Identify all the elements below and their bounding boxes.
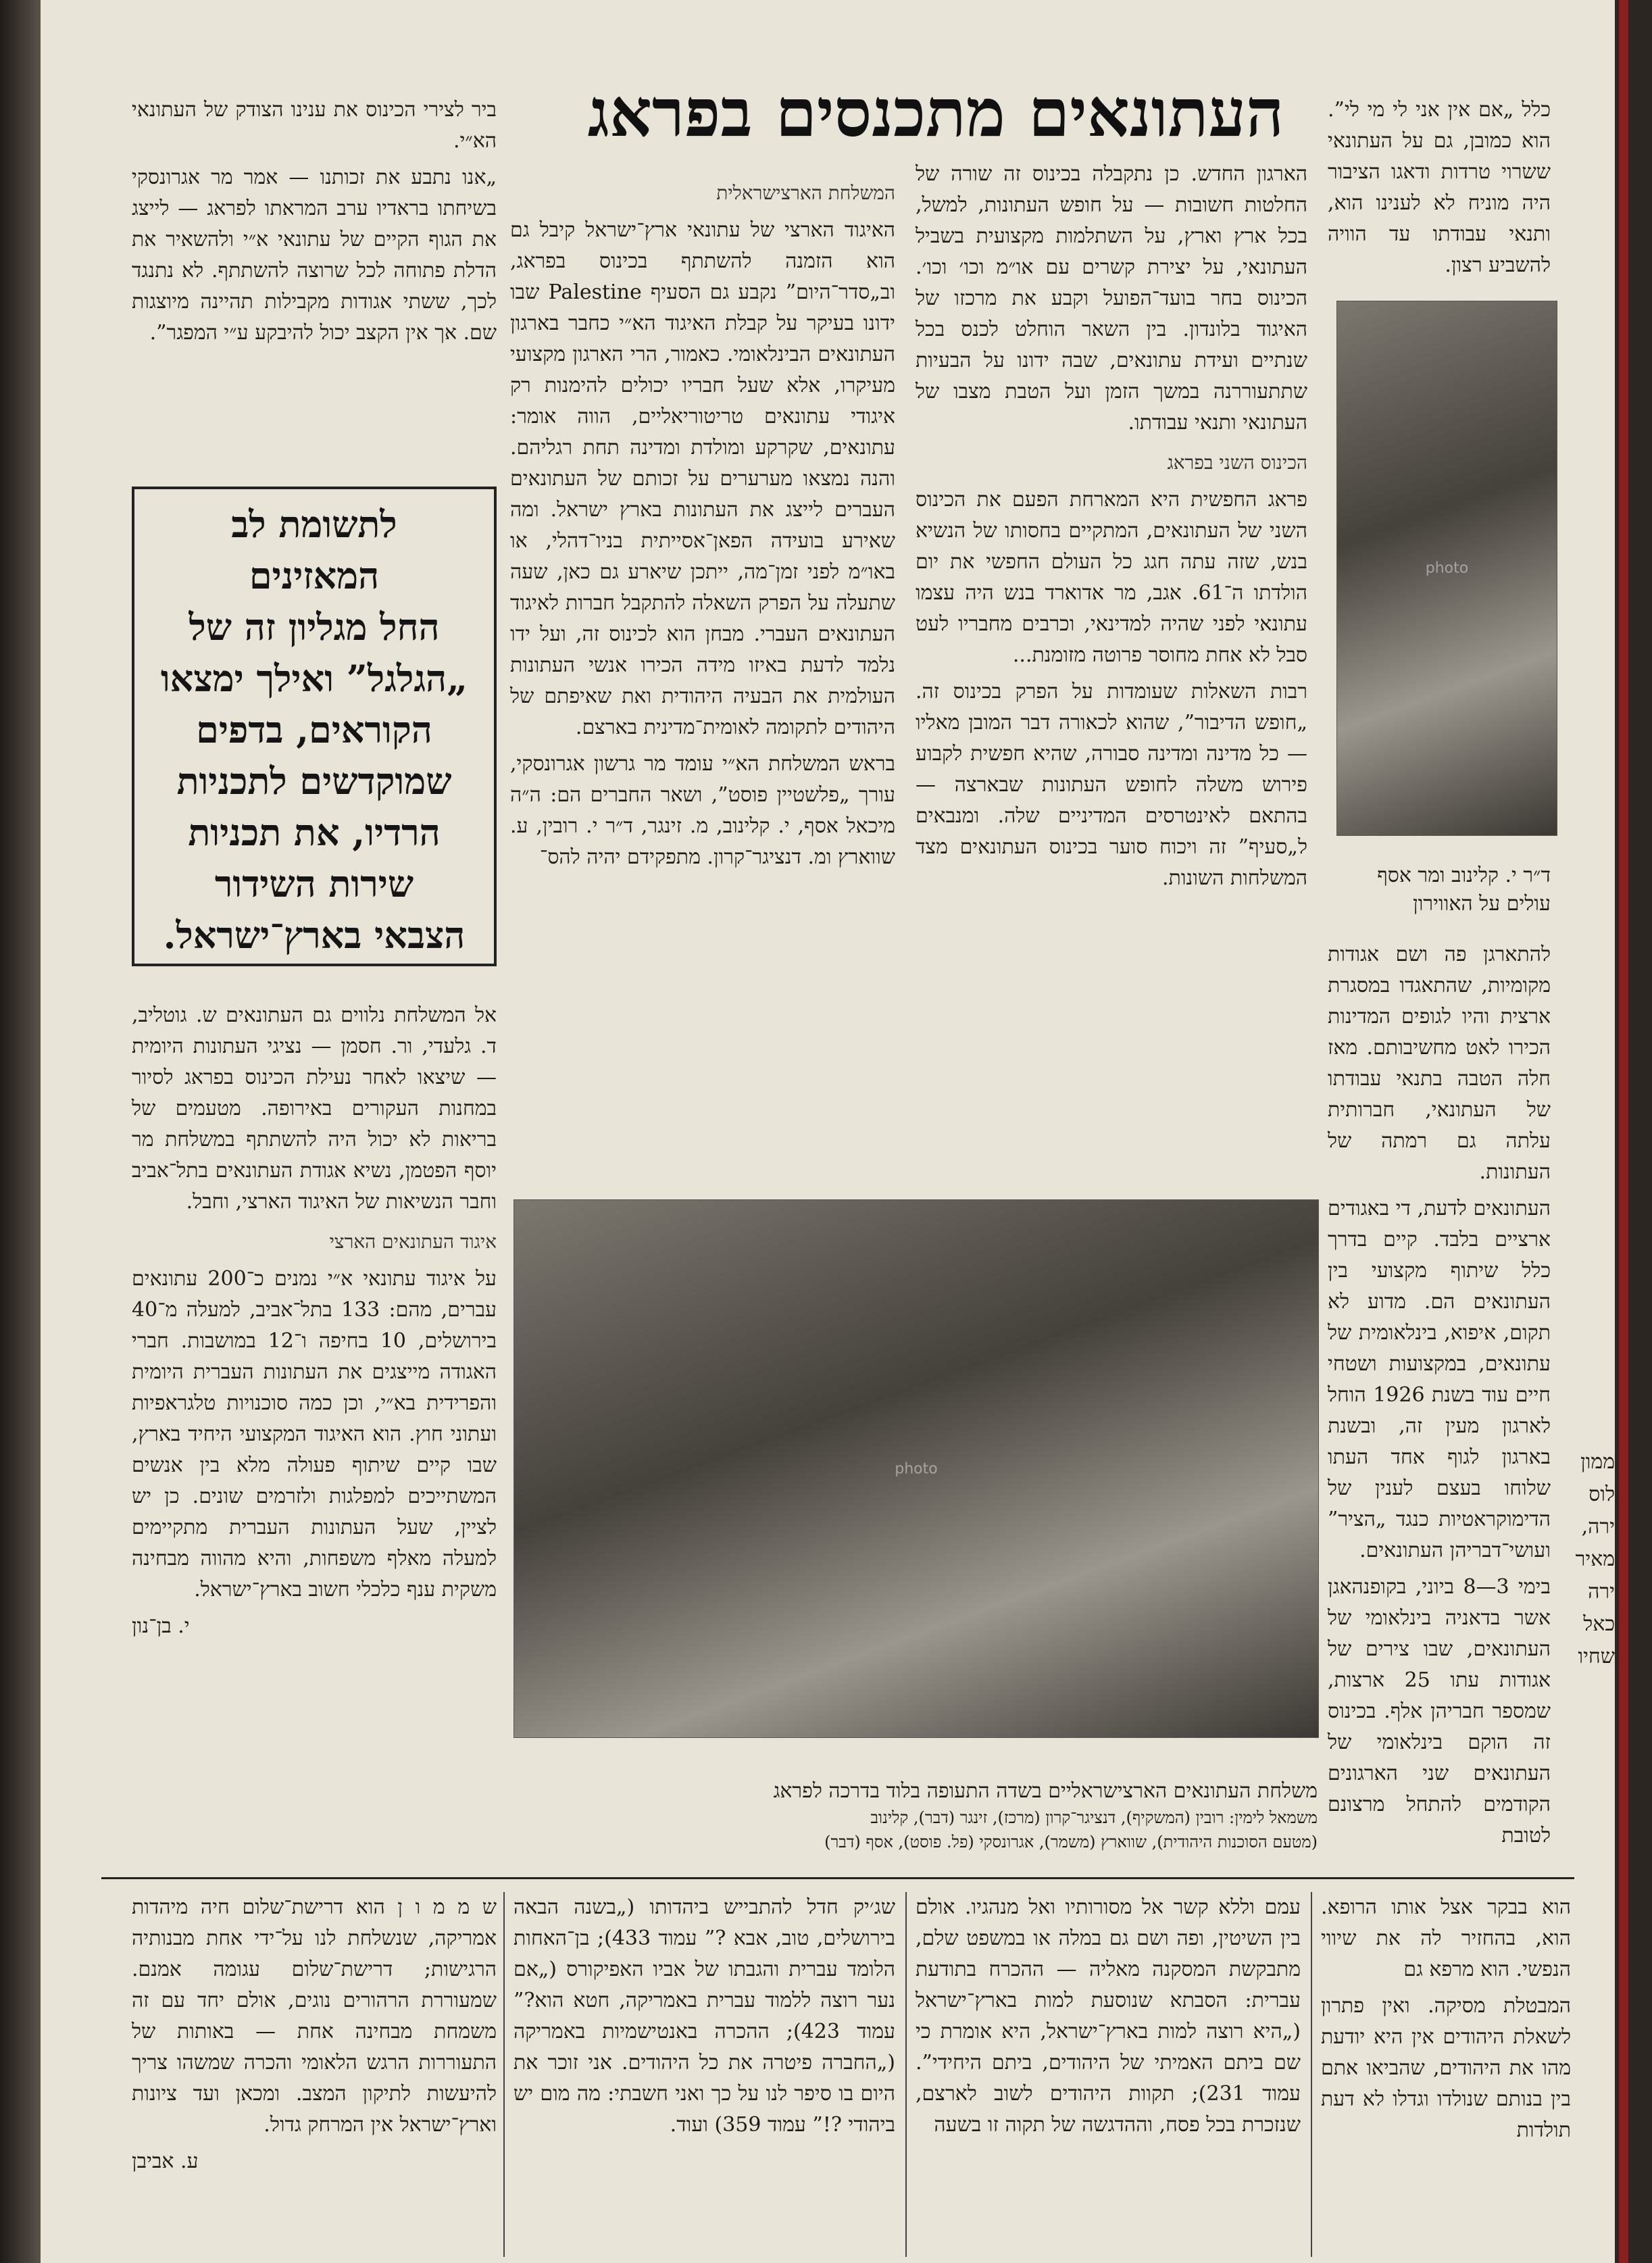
column-divider	[905, 1892, 907, 2257]
edge-fragment: כאל	[1583, 1612, 1615, 1636]
column-divider	[1311, 1892, 1312, 2257]
radio-notice-box	[132, 487, 497, 966]
column-divider	[503, 1892, 505, 2257]
paragraph: הארגון החדש. כן נתקבלה בכינוס זה שורה של החלטות חשובות — על חופש העתונות, למשל, בכל ארץ וארץ, על השתלמות מקצועית בשביל העתונאי, על יצירת קשרים עם או״מ וכו׳ וכו׳. הכינוס בחר בועד־הפועל וקבע את מרכזו של האיגוד בלונדון. בין השאר הוחלט לכנס בכל שנתיים ועידת עתונאים, שבה ידונו על הבעיות שתתעוררנה במשך הזמן ועל הטבת מצבו של העתונאי ותנאי עבודתו.	[916, 162, 1307, 434]
article-title: העתונאים מתכנסים בפראג	[587, 74, 1284, 152]
notice-line: הקוראים, בדפים	[196, 708, 432, 751]
paragraph: פראג החפשית היא המארחת הפעם את הכינוס השני של העתונאים, המתקיים בחסותו של הנשיא בנש, שזה עתה חגג כל העולם החפשי את יום הולדתו ה־61. אגב, מר אדוארד בנש היה עצמו עתונאי לפני שהיה למדינאי, וכרבים מחבריו לעט סבל לא אחת מחוסר פרוטה מזומנת...	[916, 488, 1307, 667]
article-right-column-bottom	[1328, 939, 1551, 1857]
paragraph: על איגוד עתונאי א״י נמנים כ־200 עתונאים עברים, מהם: 133 בתל־אביב, למעלה מ־40 בירושלים, 10 בחיפה ו־12 במושבות. חברי האגודה מייצגים את העתונות העברית היומית והפרידית בא״י, וכן כמה סוכנויות טלגראפיות ועתוני חוץ. הוא האיגוד המקצועי היחיד בארץ, שבו קיים שיתוף פעולה מלא בין אנשים המשתייכים למפלגות ולזרמים שונים. כן יש לציין, שעל העתונות העברית מתקיימים למעלה מאלף משפחות, והיא מהווה מבחינה משקית ענף כלכלי חשוב בארץ־ישראל.	[132, 1267, 497, 1601]
caption-line: (מטעם הסוכנות היהודית), שווארץ (משמר), אגרונסקי (פל. פוסט), אסף (דבר)	[824, 1833, 1318, 1851]
article-left-column	[132, 95, 497, 354]
subheading-journalists-union: איגוד העתונאים הארצי	[329, 1230, 497, 1253]
caption-line: משמאל לימין: רובין (המשקיף), דנציגר־קרון (מרכז), זינגר (דבר), קלינוב	[870, 1808, 1318, 1827]
photo-placeholder-label: photo	[895, 1460, 938, 1477]
paragraph: אל המשלחת נלווים גם העתונאים ש. גוטליב, ד. גלעדי, ור. חסמן — נציגי העתונות היומית — שיצאו לאחר נעילת הכינוס בפראג לסיור במחנות העקורים באירופה. מטעמים של בריאות לא יכול היה להשתתף במשלחת מר יוסף הפטמן, נשיא אגודת העתונאים בתל־אביב וחבר הנשיאות של האיגוד הארצי, וחבל.	[132, 1003, 497, 1214]
bottom-column-right	[1321, 1892, 1571, 2152]
paragraph: ביר לצירי הכינוס את ענינו הצודק של העתונאי הא״י.	[132, 98, 497, 153]
edge-fragment: ירה	[1588, 1580, 1615, 1603]
magazine-page	[41, 0, 1615, 2263]
underlying-page-edge	[1574, 1446, 1615, 2263]
article-mid-left-column	[510, 169, 895, 878]
group-photo-caption	[514, 1777, 1318, 1854]
edge-fragment: לוס	[1588, 1483, 1615, 1506]
edge-fragment: מאיר	[1575, 1547, 1615, 1571]
paragraph: האיגוד הארצי של עתונאי ארץ־ישראל קיבל גם הוא הזמנה להשתתף בכינוס בפראג, וב„סדר־היום” נקבע גם הסעיף Palestine שבו ידונו בעיקר על קבלת האיגוד הא״י כחבר בארגון העתונאים הבינלאומי. כאמור, הרי הארגון מקצועי מעיקרו, אלא שעל חבריו יכולים להימנות רק איגודי עתונאים טריטוריאליים, הווה אומר: עתונאים, שקרקע ומולדת ומדינה תחת רגליהם. והנה נמצאו מערערים על זכותם של העתונאים העברים לייצג את העתונות בארץ ישראל. ומה שאירע בועידה הפאן־אסייתית בניו־דהלי, או באו״מ לפני זמן־מה, ייתכן שיארע גם כאן, שעה שתעלה על הפרק השאלה להתקבל חברות לאיגוד העתונאים העברי. מבחן הוא לכינוס זה, ועל ידו נלמד לדעת באיזו מידה הכירו אנשי העתונות העולמית את הבעיה היהודית ואת שאיפתם של היהודים לתקומה לאומית־מדינית בארצם.	[510, 218, 895, 739]
notice-line: שירות השידור	[214, 862, 414, 905]
notice-line: לתשומת לב	[231, 503, 397, 546]
notice-line: „הגלגל” ואילך ימצאו	[160, 657, 468, 700]
bottom-column-mid-right	[916, 1892, 1301, 2146]
paragraph: ש מ מ ו ן הוא דרישת־שלום חיה מיהדות אמריקה, שנשלחת לנו על־ידי אחת מבנותיה הרגישות; דרישת־שלום עגומה אמנם. שמעוררת הרהורים נוגים, אולם יחד עם זה משמחת מבחינה אחת — באותות של התעוררות הרגש הלאומי והכרה שמשהו צריך להיעשות לתיקון המצב. ומכאן ועד ציונות וארץ־ישראל אין המרחק גדול.	[132, 1895, 497, 2137]
bottom-column-left	[132, 1892, 497, 2183]
page-gutter-shadow	[0, 0, 41, 2263]
photo-boarding-plane	[1336, 301, 1557, 836]
article-right-column-top	[1328, 95, 1551, 287]
signature: י. בן־נון	[132, 1614, 190, 1638]
photo-delegation-group	[514, 1199, 1319, 1738]
notice-line: הרדיו, את תכניות	[188, 811, 441, 854]
paragraph: הוא בבקר אצל אותו הרופא. הוא, בהחזיר לה את שיווי הנפשי. הוא מרפא גם	[1321, 1895, 1571, 1981]
paragraph: שג׳יק חדל להתבייש ביהדותו („בשנה הבאה בירושלים, טוב, אבא ?” עמוד 433); בן־האחות הלומד עברית והגבתו של אביו האפיקורס („אם נער רוצה ללמוד עברית באמריקה, חטא הוא?” עמוד 423); ההכרה באנטישמיות באמריקה („החברה פיטרה את כל היהודים. אני זוכר את היום בו סיפר לנו על כך ואני חשבתי: מה מום יש ביהודי ?!” עמוד 359) ועוד.	[514, 1895, 896, 2137]
paragraph: בימי 3—8 ביוני, בקופנהאגן אשר בדאניה בינלאומי של העתונאים, שבו צירים של אגודות עתו 25 ארצות, שמספר חבריהן אלף. בכינוס זה הוקם בינלאומי של העתונאים שני הארגונים הקודמים להתחל מרצונם לטובת	[1328, 1575, 1551, 1847]
subheading-delegation: המשלחת הארצישראלית	[716, 182, 895, 204]
notice-line: הצבאי בארץ־ישראל.	[163, 914, 466, 957]
photo-top-caption	[1328, 862, 1551, 918]
photo-top-caption-text: ד״ר י. קלינוב ומר אסף עולים על האווירון	[1377, 864, 1551, 916]
paragraph: העתונאים לדעת, די באגודים ארציים בלבד. קיים בדרך כלל שיתוף מקצועי בין העתונאים הם. מדוע לא תקום, איפוא, בינלאומית של עתונאים, במקצועות ושטחי חיים עוד בשנת 1926 הוחל לארגון מעין זה, ובשנת בארגון לגוף אחד העתו שלוחו בעצם לענין של הדימוקראטיות כנגד „הציר” ועושי־דבריהן העתונאים.	[1328, 1197, 1551, 1562]
notice-line: המאזינים	[249, 554, 380, 597]
paragraph: להתארגן פה ושם אגודות מקומיות, שהתאגדו במסגרת ארצית והיו לגופים המדינות הכירו לאט מחשיבותם. מאז חלה הטבה בתנאי עבודתו של העתונאי, חברותית עלתה גם רמתה של העתונות.	[1328, 943, 1551, 1184]
paragraph: המבטלת מסיקה. ואין פתרון לשאלת היהודים אין היא יודעת מהו את היהודים, שהביאו אתם בין בנותם שנולדו וגדלו לא דעת תולדות	[1321, 1994, 1571, 2142]
article-left-column-lower	[132, 1000, 497, 1647]
section-divider	[101, 1877, 1574, 1879]
binding-red-edge	[1619, 0, 1628, 2263]
paragraph: כלל „אם אין אני לי מי לי”. הוא כמובן, גם על העתונאי ששרוי טרדות ודאגו הציבור היה מוניח לא לענינו הוא, ותנאי עבודתו עד הוויה להשביע רצון.	[1328, 98, 1551, 277]
article-mid-right-column	[916, 159, 1307, 899]
paragraph: עמם וללא קשר אל מסורותיו ואל מנהגיו. אולם בין השיטין, ופה ושם גם במלה או במשפט שלם, מתבקשת המסקנה מאליה — ההכרח בתודעת עברית: הסבתא שנוסעת למות בארץ־ישראל („היא רוצה למות בארץ־ישראל, היא אומרת כי שם ביתם האמיתי של היהודים, ביתם היחידי”. עמוד 231); תקוות היהודים לשוב לארצם, שנזכרת בכל פסח, וההדגשה של תקוה זו בשעה	[916, 1895, 1301, 2137]
subheading-second-conference: הכינוס השני בפראג	[1167, 451, 1307, 474]
book-binding	[1615, 0, 1652, 2263]
edge-fragment: ירה,	[1581, 1515, 1615, 1539]
signature: ע. אביבן	[132, 2149, 199, 2173]
edge-fragment: שחיו	[1578, 1645, 1615, 1668]
caption-line: משלחת העתונאים הארצישראליים בשדה התעופה בלוד בדרכה לפראג	[773, 1779, 1318, 1803]
paragraph: בראש המשלחת הא״י עומד מר גרשון אגרונסקי, עורך „פלשטיין פוסט”, ושאר החברים הם: ה״ה מיכאל אסף, י. קלינוב, מ. זינגר, ד״ר י. רובין, ע. שווארץ ומ. דנציגר־קרון. מתפקידם יהיה להס־	[510, 752, 895, 869]
edge-fragment: ממון	[1580, 1450, 1615, 1474]
notice-line: החל מגליון זה של	[189, 605, 440, 649]
paragraph: רבות השאלות שעומדות על הפרק בכינוס זה. „חופש הדיבור”, שהוא לכאורה דבר המובן מאליו — כל מדינה ומדינה סבורה, שהיא חפשית לקבוע פירוש משלה לחופש העתונות שבארצה — בהתאם לאינטרסים המדיניים שלה. ומנבאים ל„סעיף” זה ויכוח סוער בכינוס העתונאים מצד המשלחות השונות.	[916, 680, 1307, 890]
photo-placeholder-label: photo	[1425, 559, 1469, 577]
bottom-column-mid-left	[514, 1892, 895, 2146]
notice-line: שמוקדשים לתכניות	[176, 760, 452, 803]
paragraph: „אנו נתבע את זכותנו — אמר מר אגרונסקי בשיחתו בראדיו ערב המראתו לפראג — לייצג את הגוף הקיים של עתונאי א״י ולהשאיר את הדלת פתוחה לכל שרוצה להשתתף. לא נתנגד לכך, ששתי אגודות מקבילות תהיינה מיוצגות שם. אך אין הקצב יכול להיבקע ע״י המפגר”.	[132, 166, 497, 345]
